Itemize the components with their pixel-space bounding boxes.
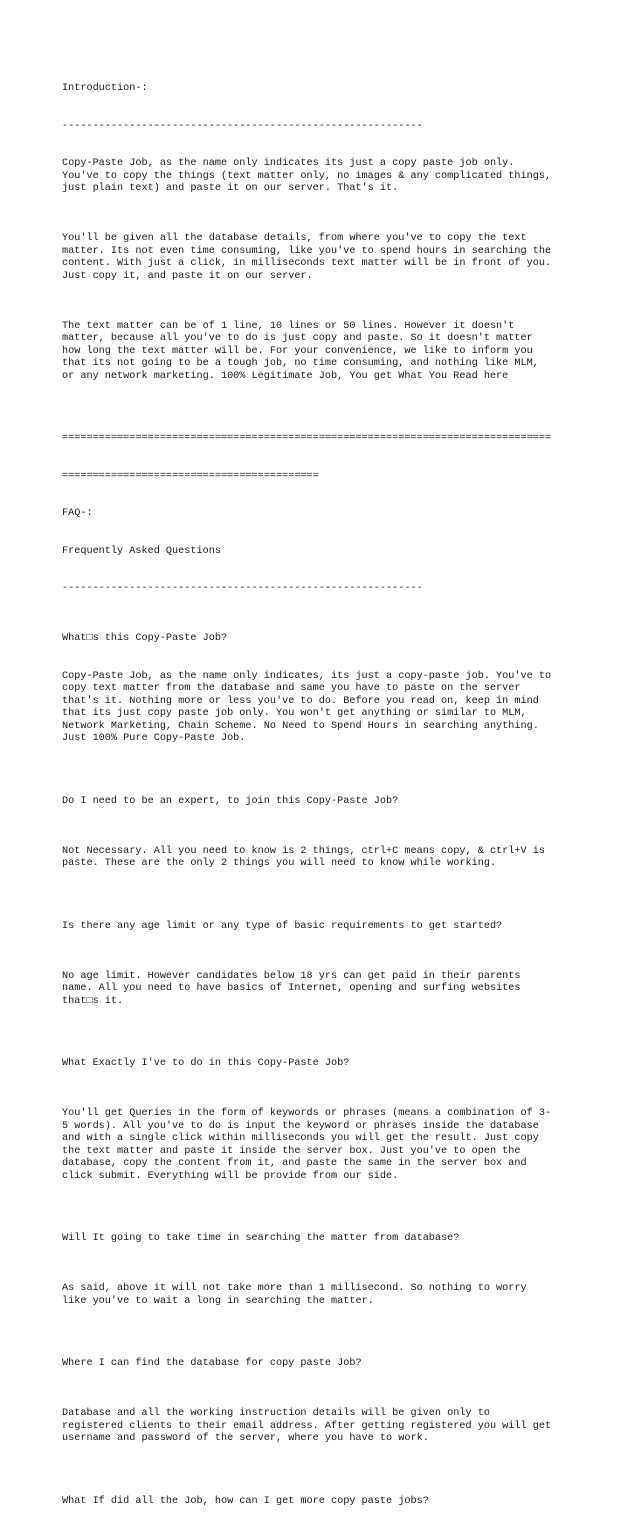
faq-question-1: What□s this Copy-Paste Job? bbox=[62, 633, 228, 644]
faq-subheading: Frequently Asked Questions bbox=[62, 545, 221, 557]
faq-question-6: Where I can find the database for copy paste Job? bbox=[62, 1358, 362, 1369]
intro-heading: Introduction-: bbox=[62, 83, 148, 94]
faq-question-2: Do I need to be an expert, to join this Copy-Paste Job? bbox=[62, 795, 399, 807]
faq-question-4: What Exactly I've to do in this Copy-Paste Job? bbox=[62, 1058, 350, 1069]
faq-answer-2: Not Necessary. All you need to know is 2 things, ctrl+C means copy, & ctrl+V is paste. These are the only 2 things you will need to know while working. bbox=[62, 845, 545, 869]
faq-heading: FAQ-: bbox=[62, 508, 93, 519]
faq-answer-5: As said, above it will not take more than 1 millisecond. So nothing to worry like you've to wait a long in searching the matter. bbox=[62, 1283, 527, 1307]
faq-answer-1: Copy-Paste Job, as the name only indicates, its just a copy-paste job. You've to copy text matter from the database and same you have to paste on the server that's it. Nothing more or less you've to do. Before you read on, keep in mind that its just copy paste job only. You won't get anything or similar to MLM, Network Marketing, Chain Scheme. No Need to Spend Hours in searching anything. Just 100% Pure Copy-Paste Job. bbox=[62, 670, 552, 744]
document-page bbox=[62, 58, 582, 1533]
faq-answer-4: You'll get Queries in the form of keywords or phrases (means a combination of 3- 5 words). All you've to do is input the keyword or phrases inside the database and with a single click within milliseconds you will get the result. Just copy the text matter and paste it inside the server box. Just you've to open the database, copy the content from it, and paste the same in the server box and click submit. Everything will be provide from our side. bbox=[62, 1108, 552, 1182]
faq-answer-6: Database and all the working instruction details will be given only to registered clients to their email address. After getting registered you will get username and password of the server, where you have to work. bbox=[62, 1408, 552, 1444]
faq-question-7: What If did all the Job, how can I get more copy paste jobs? bbox=[62, 1495, 429, 1507]
divider-line-1: ================================================================================ bbox=[62, 433, 552, 444]
faq-rule: ----------------------------------------------------------- bbox=[62, 583, 423, 594]
intro-paragraph-3: The text matter can be of 1 line, 10 lines or 50 lines. However it doesn't matter, because all you've to do is just copy and paste. So it doesn't matter how long the text matter will be. For your convenience, we like to inform you that its not going to be a tough job, no time consuming, and nothing like MLM, or any network marketing. 100% Legitimate Job, You get What You Read here bbox=[62, 320, 539, 382]
intro-paragraph-1: Copy-Paste Job, as the name only indicates its just a copy paste job only. You've to copy the things (text matter only, no images & any complicated things, just plain text) and paste it on our server. That's it. bbox=[62, 158, 552, 194]
divider-line-2: ========================================== bbox=[62, 470, 319, 482]
intro-rule: ----------------------------------------------------------- bbox=[62, 120, 423, 132]
faq-question-5: Will It going to take time in searching the matter from database? bbox=[62, 1233, 460, 1244]
faq-question-3: Is there any age limit or any type of basic requirements to get started? bbox=[62, 920, 503, 932]
intro-paragraph-2: You'll be given all the database details, from where you've to copy the text matter. Its not even time consuming, like you've to spend hours in searching the content. With just a click, in milliseconds text matter will be in front of you. Just copy it, and paste it on our server. bbox=[62, 233, 552, 282]
faq-answer-3: No age limit. However candidates below 18 yrs can get paid in their parents name. All you need to have basics of Internet, opening and surfing websites that□s it. bbox=[62, 970, 521, 1007]
